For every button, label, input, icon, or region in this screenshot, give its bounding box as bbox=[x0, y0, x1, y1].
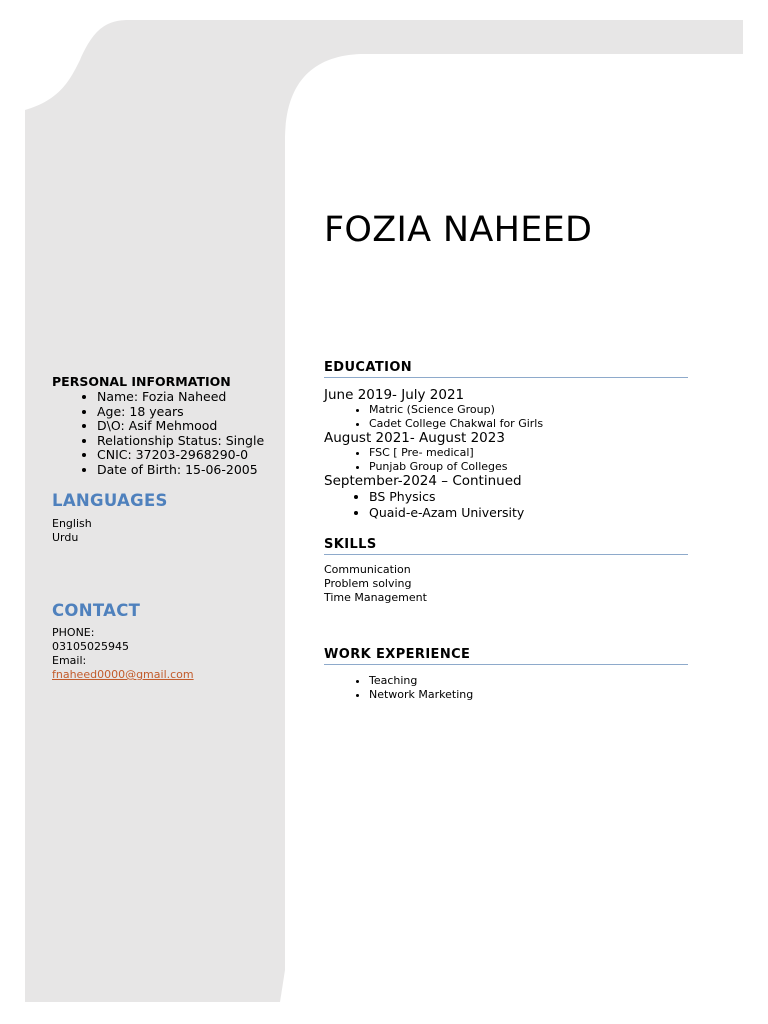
list-item: • Relationship Status: Single bbox=[97, 434, 282, 449]
list-item: • FSC [ Pre- medical] bbox=[369, 446, 688, 460]
list-item: • Punjab Group of Colleges bbox=[369, 460, 688, 474]
personal-info-heading: PERSONAL INFORMATION bbox=[52, 374, 231, 389]
candidate-name: FOZIA NAHEED bbox=[324, 210, 593, 250]
skills-list bbox=[324, 563, 427, 605]
skill-item: Time Management bbox=[324, 591, 427, 604]
language-item: Urdu bbox=[52, 531, 79, 544]
personal-info-list bbox=[52, 390, 282, 477]
list-item: • Network Marketing bbox=[369, 688, 689, 702]
list-item: • Matric (Science Group) bbox=[369, 403, 688, 417]
education-period: June 2019- July 2021 bbox=[324, 387, 465, 403]
list-item: • Cadet College Chakwal for Girls bbox=[369, 417, 688, 431]
work-experience-list bbox=[324, 674, 689, 701]
email-link[interactable]: fnaheed0000@gmail.com bbox=[52, 668, 194, 681]
education-period: September-2024 – Continued bbox=[324, 473, 522, 489]
list-item: • Age: 18 years bbox=[97, 405, 282, 420]
languages-list bbox=[52, 517, 282, 545]
contact-details bbox=[52, 626, 282, 682]
list-item: • Quaid-e-Azam University bbox=[369, 505, 688, 521]
contact-heading: CONTACT bbox=[52, 601, 141, 620]
education-period: August 2021- August 2023 bbox=[324, 430, 505, 446]
skills-heading: SKILLS bbox=[324, 537, 688, 555]
skill-item: Problem solving bbox=[324, 577, 412, 590]
list-item: • Date of Birth: 15-06-2005 bbox=[97, 463, 282, 478]
email-label: Email: bbox=[52, 654, 87, 667]
language-item: English bbox=[52, 517, 92, 530]
phone-value: 03105025945 bbox=[52, 640, 129, 653]
phone-label: PHONE: bbox=[52, 626, 95, 639]
list-item: • BS Physics bbox=[369, 489, 688, 505]
list-item: • Teaching bbox=[369, 674, 689, 688]
skill-item: Communication bbox=[324, 563, 411, 576]
list-item: • CNIC: 37203-2968290-0 bbox=[97, 448, 282, 463]
left-column bbox=[52, 374, 282, 682]
education-section bbox=[324, 387, 688, 520]
education-heading: EDUCATION bbox=[324, 360, 688, 378]
list-item: • D\O: Asif Mehmood bbox=[97, 419, 282, 434]
education-details bbox=[324, 403, 688, 430]
education-details bbox=[324, 489, 688, 520]
work-experience-heading: WORK EXPERIENCE bbox=[324, 647, 688, 665]
education-details bbox=[324, 446, 688, 473]
list-item: • Name: Fozia Naheed bbox=[97, 390, 282, 405]
languages-heading: LANGUAGES bbox=[52, 491, 168, 510]
